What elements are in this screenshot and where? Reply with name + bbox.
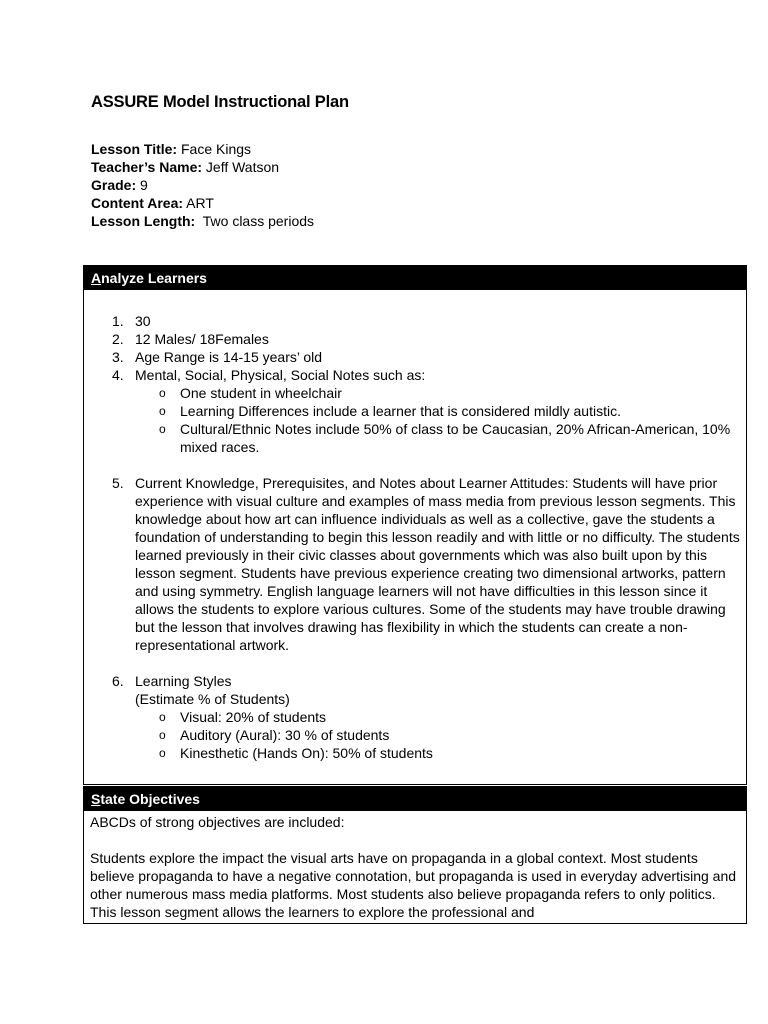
state-objectives-header [84, 787, 746, 811]
teacher-name-label: Teacher’s Name: [91, 159, 203, 175]
sub-list-item [84, 726, 746, 744]
lesson-length-row [91, 212, 314, 230]
content-area-value: ART [183, 195, 214, 211]
objectives-intro: ABCDs of strong objectives are included: [90, 814, 345, 830]
list-number: 4. [112, 367, 124, 383]
list-subtext: (Estimate % of Students) [135, 691, 290, 707]
list-item [84, 312, 746, 330]
lesson-title-value: Face Kings [177, 141, 252, 157]
objectives-heading-text: tate Objectives [100, 791, 200, 807]
list-item [84, 330, 746, 348]
analyze-heading-initial: A [91, 270, 102, 286]
learner-list-continued [84, 474, 746, 708]
lesson-title-row [91, 140, 314, 158]
list-number: 1. [112, 313, 124, 329]
teacher-name-row [91, 158, 314, 176]
sub-list-text: Cultural/Ethnic Notes include 50% of class to be Caucasian, 20% African-American, 10% mixed races. [180, 421, 731, 455]
list-number: 3. [112, 349, 124, 365]
analyze-heading-text: nalyze Learners [101, 270, 207, 286]
list-text: 30 [135, 313, 151, 329]
bullet-icon: o [159, 386, 166, 400]
objectives-paragraph: Students explore the impact the visual arts have on propaganda in a global context. Most students believe propaganda to have a negative connotation, but propaganda is used in everyday advertising and other numerous mass media platforms. Most students also believe propaganda refers to only politics. This lesson segment allows the learners to explore the professional and [90, 850, 737, 920]
bullet-icon: o [159, 728, 166, 742]
bullet-icon: o [159, 746, 166, 760]
learner-list [84, 312, 746, 384]
list-text: Mental, Social, Physical, Social Notes such as: [135, 367, 426, 383]
learning-styles-list [84, 708, 746, 762]
teacher-name-value: Jeff Watson [202, 159, 280, 175]
list-item [84, 366, 746, 384]
sub-list-item [84, 420, 740, 456]
bullet-icon: o [159, 422, 166, 436]
state-objectives-section [83, 786, 747, 924]
list-number: 5. [112, 475, 124, 491]
grade-value: 9 [136, 177, 148, 193]
list-text: Current Knowledge, Prerequisites, and Notes about Learner Attitudes: Students will have prior experience with visual culture and examples of mass media from previous lesson segments. This knowledge about how art can influence individuals as well as a collective, gave the students a foundation of understanding to begin this lesson readily and with little or no difficulty. The students learned previously in their civic classes about governments which was also built upon by this lesson segment. Students have previous experience creating two dimensional artworks, pattern and using symmetry. English language learners will not have difficulties in this lesson since it allows the students to explore various cultures. Some of the students may have trouble drawing but the lesson that involves drawing has flexibility in which the students can create a non-representational artwork. [135, 475, 740, 653]
list-item [84, 348, 746, 366]
list-text: 12 Males/ 18Females [135, 331, 269, 347]
grade-label: Grade: [91, 177, 137, 193]
page-title: ASSURE Model Instructional Plan [91, 93, 349, 111]
sub-list-text: Kinesthetic (Hands On): 50% of students [180, 745, 433, 761]
list-text: Age Range is 14-15 years’ old [135, 349, 323, 365]
lesson-length-value: Two class periods [195, 213, 315, 229]
grade-row [91, 176, 314, 194]
analyze-learners-section [83, 265, 747, 785]
list-text: Learning Styles [135, 673, 232, 689]
list-number: 2. [112, 331, 124, 347]
sub-list-item [84, 384, 740, 402]
list-number: 6. [112, 673, 124, 689]
list-item [84, 474, 740, 654]
sub-list-text: One student in wheelchair [180, 385, 342, 401]
sub-list-item [84, 708, 746, 726]
learner-notes-list [84, 384, 746, 456]
content-area-row [91, 194, 314, 212]
lesson-title-label: Lesson Title: [91, 141, 178, 157]
sub-list-text: Visual: 20% of students [180, 709, 327, 725]
sub-list-text: Auditory (Aural): 30 % of students [180, 727, 390, 743]
objectives-heading-initial: S [91, 791, 101, 807]
sub-list-item [84, 402, 740, 420]
content-area-label: Content Area: [91, 195, 184, 211]
bullet-icon: o [159, 710, 166, 724]
list-item [84, 672, 740, 708]
sub-list-item [84, 744, 746, 762]
sub-list-text: Learning Differences include a learner that is considered mildly autistic. [180, 403, 621, 419]
analyze-learners-header [84, 266, 746, 290]
lesson-length-label: Lesson Length: [91, 213, 196, 229]
lesson-info [91, 140, 314, 230]
bullet-icon: o [159, 404, 166, 418]
